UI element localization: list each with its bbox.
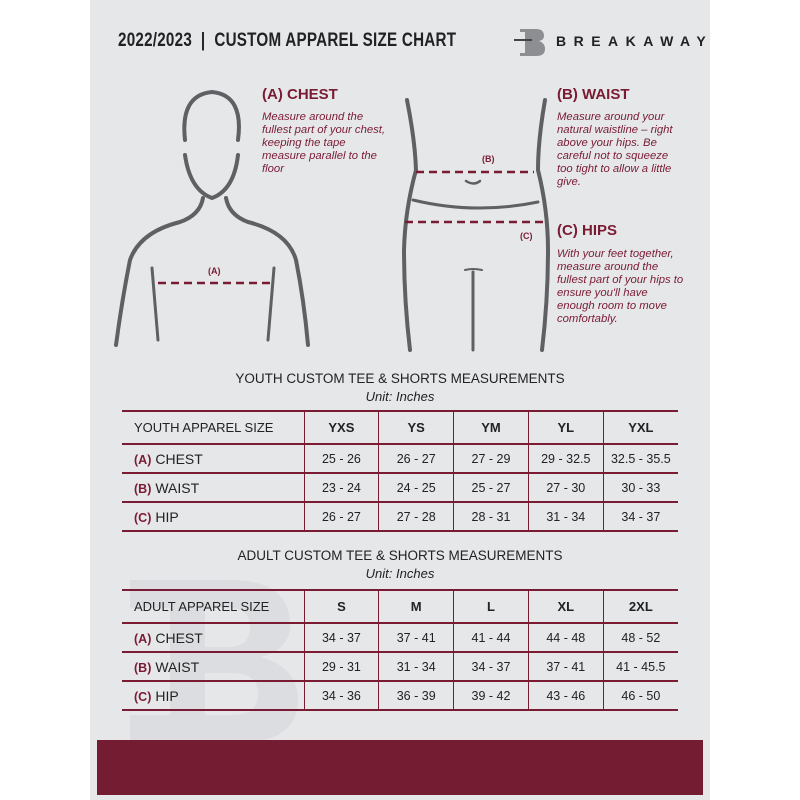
measurement-value: 34 - 37 (454, 652, 529, 681)
measurement-value: 43 - 46 (528, 681, 603, 710)
measurement-value: 34 - 37 (304, 623, 379, 652)
size-label-header: YOUTH APPAREL SIZE (122, 411, 304, 444)
measurement-value: 27 - 29 (454, 444, 529, 473)
measurement-label (122, 623, 304, 652)
measurement-label (122, 681, 304, 710)
measurement-value: 24 - 25 (379, 473, 454, 502)
lower-body-figure (404, 100, 548, 350)
size-header: YS (379, 411, 454, 444)
size-header: YM (454, 411, 529, 444)
size-header: YL (528, 411, 603, 444)
adult-size-table (122, 589, 678, 711)
table-row (122, 444, 678, 473)
measurement-name: WAIST (155, 479, 200, 496)
measurement-letter: (C) (134, 689, 152, 704)
measurement-letter: (A) (134, 631, 152, 646)
table-row (122, 473, 678, 502)
measurement-label (122, 652, 304, 681)
adult-table-title: ADULT CUSTOM TEE & SHORTS MEASUREMENTS (237, 548, 563, 563)
size-header: 2XL (603, 590, 678, 623)
size-header: M (379, 590, 454, 623)
measurement-value: 25 - 27 (454, 473, 529, 502)
measurement-value: 41 - 45.5 (603, 652, 678, 681)
measurement-name: HIP (155, 687, 179, 704)
measurement-value: 31 - 34 (528, 502, 603, 531)
measurement-value: 32.5 - 35.5 (603, 444, 678, 473)
hips-marker: (C) (520, 231, 533, 241)
chest-marker: (A) (208, 266, 221, 276)
measurement-value: 37 - 41 (379, 623, 454, 652)
measurement-label (122, 502, 304, 531)
chest-heading: (A) CHEST (262, 86, 338, 103)
brand-name: BREAKAWAY (556, 33, 714, 49)
footer-band (97, 740, 703, 795)
table-row (122, 623, 678, 652)
measurement-value: 44 - 48 (528, 623, 603, 652)
measurement-value: 30 - 33 (603, 473, 678, 502)
measurement-value: 26 - 27 (379, 444, 454, 473)
adult-table-unit: Unit: Inches (365, 566, 435, 581)
table-row (122, 681, 678, 710)
size-label-header: ADULT APPAREL SIZE (122, 590, 304, 623)
measurement-letter: (B) (134, 660, 152, 675)
measurement-value: 27 - 30 (528, 473, 603, 502)
measurement-value: 48 - 52 (603, 623, 678, 652)
measurement-value: 25 - 26 (304, 444, 379, 473)
measurement-value: 29 - 31 (304, 652, 379, 681)
size-header: L (454, 590, 529, 623)
chest-description: Measure around the fullest part of your chest, keeping the tape measure parallel to the floor (262, 111, 386, 175)
youth-table-title: YOUTH CUSTOM TEE & SHORTS MEASUREMENTS (235, 371, 565, 386)
measurement-value: 37 - 41 (528, 652, 603, 681)
measurement-value: 41 - 44 (454, 623, 529, 652)
hips-heading: (C) HIPS (557, 222, 617, 239)
hips-description: With your feet together, measure around the fullest part of your hips to ensure you'll have enough room to move comfortably. (557, 248, 684, 325)
measurement-value: 34 - 36 (304, 681, 379, 710)
size-header: XL (528, 590, 603, 623)
waist-heading: (B) WAIST (557, 86, 630, 103)
size-header: S (304, 590, 379, 623)
measurement-value: 29 - 32.5 (528, 444, 603, 473)
measurement-value: 27 - 28 (379, 502, 454, 531)
size-header: YXL (603, 411, 678, 444)
table-header-row (122, 411, 678, 444)
measurement-label (122, 444, 304, 473)
waist-description: Measure around your natural waistline – right above your hips. Be careful not to squeeze too tight to allow a little give. (557, 111, 673, 188)
table-row (122, 652, 678, 681)
measurement-letter: (C) (134, 510, 152, 525)
measurement-letter: (B) (134, 481, 152, 496)
measurement-value: 26 - 27 (304, 502, 379, 531)
size-header: YXS (304, 411, 379, 444)
measurement-name: HIP (155, 508, 179, 525)
measurement-value: 31 - 34 (379, 652, 454, 681)
measurement-value: 34 - 37 (603, 502, 678, 531)
measurement-value: 28 - 31 (454, 502, 529, 531)
measurement-value: 36 - 39 (379, 681, 454, 710)
measurement-value: 23 - 24 (304, 473, 379, 502)
measurement-name: WAIST (155, 658, 200, 675)
table-header-row (122, 590, 678, 623)
measurement-letter: (A) (134, 452, 152, 467)
page-title: 2022/2023 | CUSTOM APPAREL SIZE CHART (118, 30, 457, 51)
measurement-value: 39 - 42 (454, 681, 529, 710)
measurement-name: CHEST (155, 450, 203, 467)
measurement-name: CHEST (155, 629, 203, 646)
youth-table-unit: Unit: Inches (365, 389, 435, 404)
measurement-value: 46 - 50 (603, 681, 678, 710)
table-row (122, 502, 678, 531)
measurement-label (122, 473, 304, 502)
waist-marker: (B) (482, 154, 495, 164)
youth-size-table (122, 410, 678, 532)
